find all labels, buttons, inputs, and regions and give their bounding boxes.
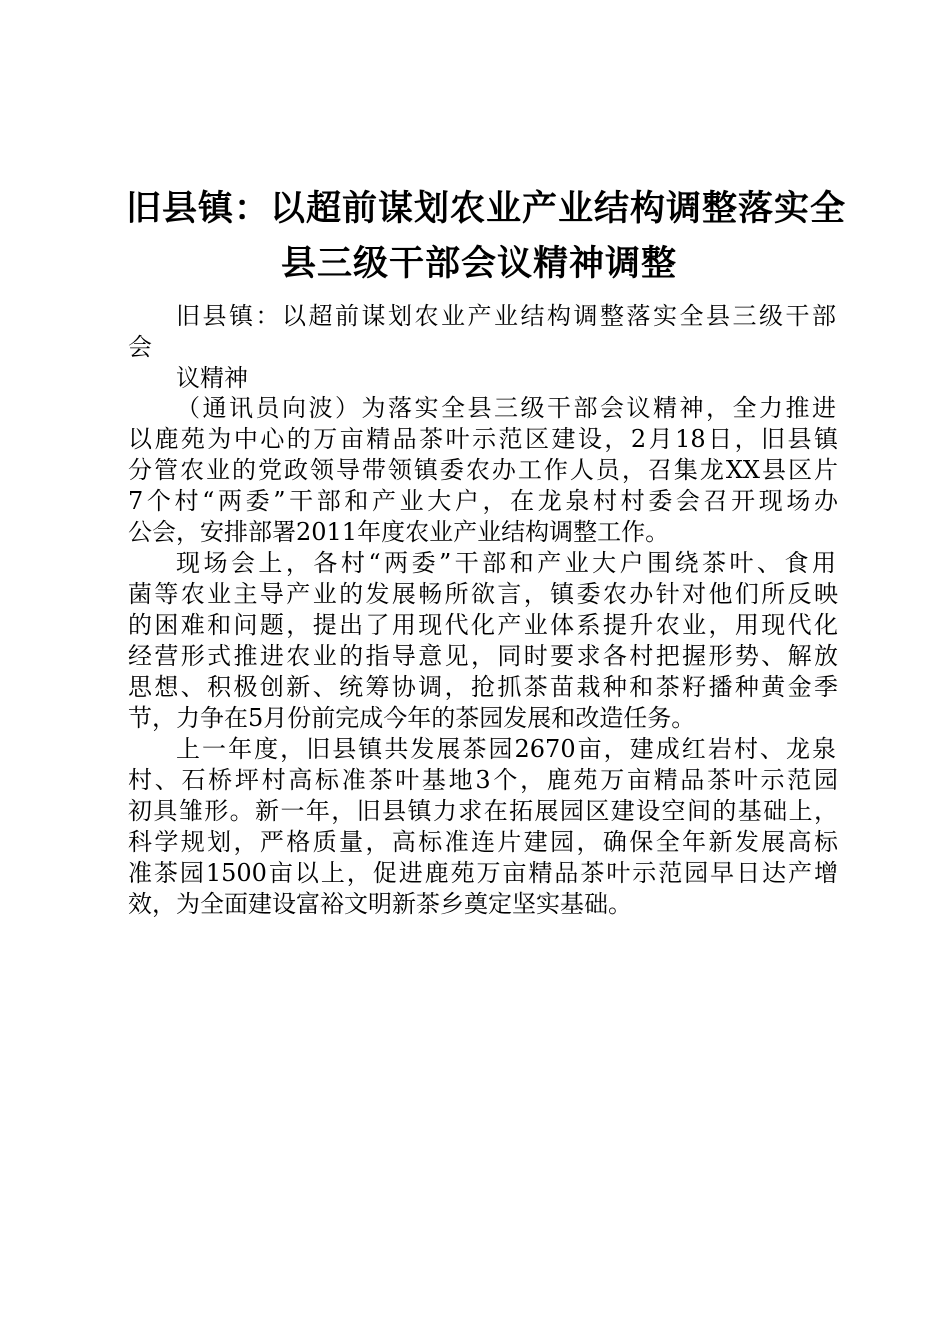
document-title-line-1: 旧县镇：以超前谋划农业产业结构调整落实全	[126, 189, 847, 229]
paragraph-line: 的困难和问题，提出了用现代化产业体系提升农业，用现代化	[128, 611, 838, 639]
paragraph-line: 思想、积极创新、统筹协调，抢抓茶苗栽种和茶籽播种黄金季	[128, 673, 838, 701]
paragraph-line: 节，力争在5月份前完成今年的茶园发展和改造任务。	[128, 704, 696, 732]
paragraph-line: 初具雏形。新一年，旧县镇力求在拓展园区建设空间的基础上，	[128, 797, 838, 825]
paragraph-line: 效，为全面建设富裕文明新茶乡奠定坚实基础。	[128, 890, 632, 918]
paragraph-line: 议精神	[176, 364, 248, 392]
paragraph-line: 准茶园1500亩以上，促进鹿苑万亩精品茶叶示范园早日达产增	[128, 859, 838, 887]
paragraph-line: 7个村“两委”干部和产业大户，在龙泉村村委会召开现场办	[128, 487, 838, 515]
paragraph-line: （通讯员向波）为落实全县三级干部会议精神，全力推进	[176, 394, 836, 422]
paragraph-line: 会	[128, 333, 152, 361]
paragraph-line: 旧县镇：以超前谋划农业产业结构调整落实全县三级干部	[176, 302, 836, 330]
document-title-line-2: 县三级干部会议精神调整	[280, 244, 677, 284]
paragraph-line: 以鹿苑为中心的万亩精品茶叶示范区建设，2月18日，旧县镇	[128, 425, 838, 453]
paragraph-line: 科学规划，严格质量，高标准连片建园，确保全年新发展高标	[128, 828, 838, 856]
paragraph-line: 菌等农业主导产业的发展畅所欲言，镇委农办针对他们所反映	[128, 580, 838, 608]
paragraph-line: 经营形式推进农业的指导意见，同时要求各村把握形势、解放	[128, 642, 838, 670]
paragraph-line: 上一年度，旧县镇共发展茶园2670亩，建成红岩村、龙泉	[176, 735, 836, 763]
paragraph-line: 现场会上，各村“两委”干部和产业大户围绕茶叶、食用	[176, 549, 836, 577]
paragraph-line: 分管农业的党政领导带领镇委农办工作人员，召集龙XX县区片	[128, 456, 838, 484]
paragraph-line: 村、石桥坪村高标准茶叶基地3个，鹿苑万亩精品茶叶示范园	[128, 766, 838, 794]
paragraph-line: 公会，安排部署2011年度农业产业结构调整工作。	[128, 518, 670, 546]
